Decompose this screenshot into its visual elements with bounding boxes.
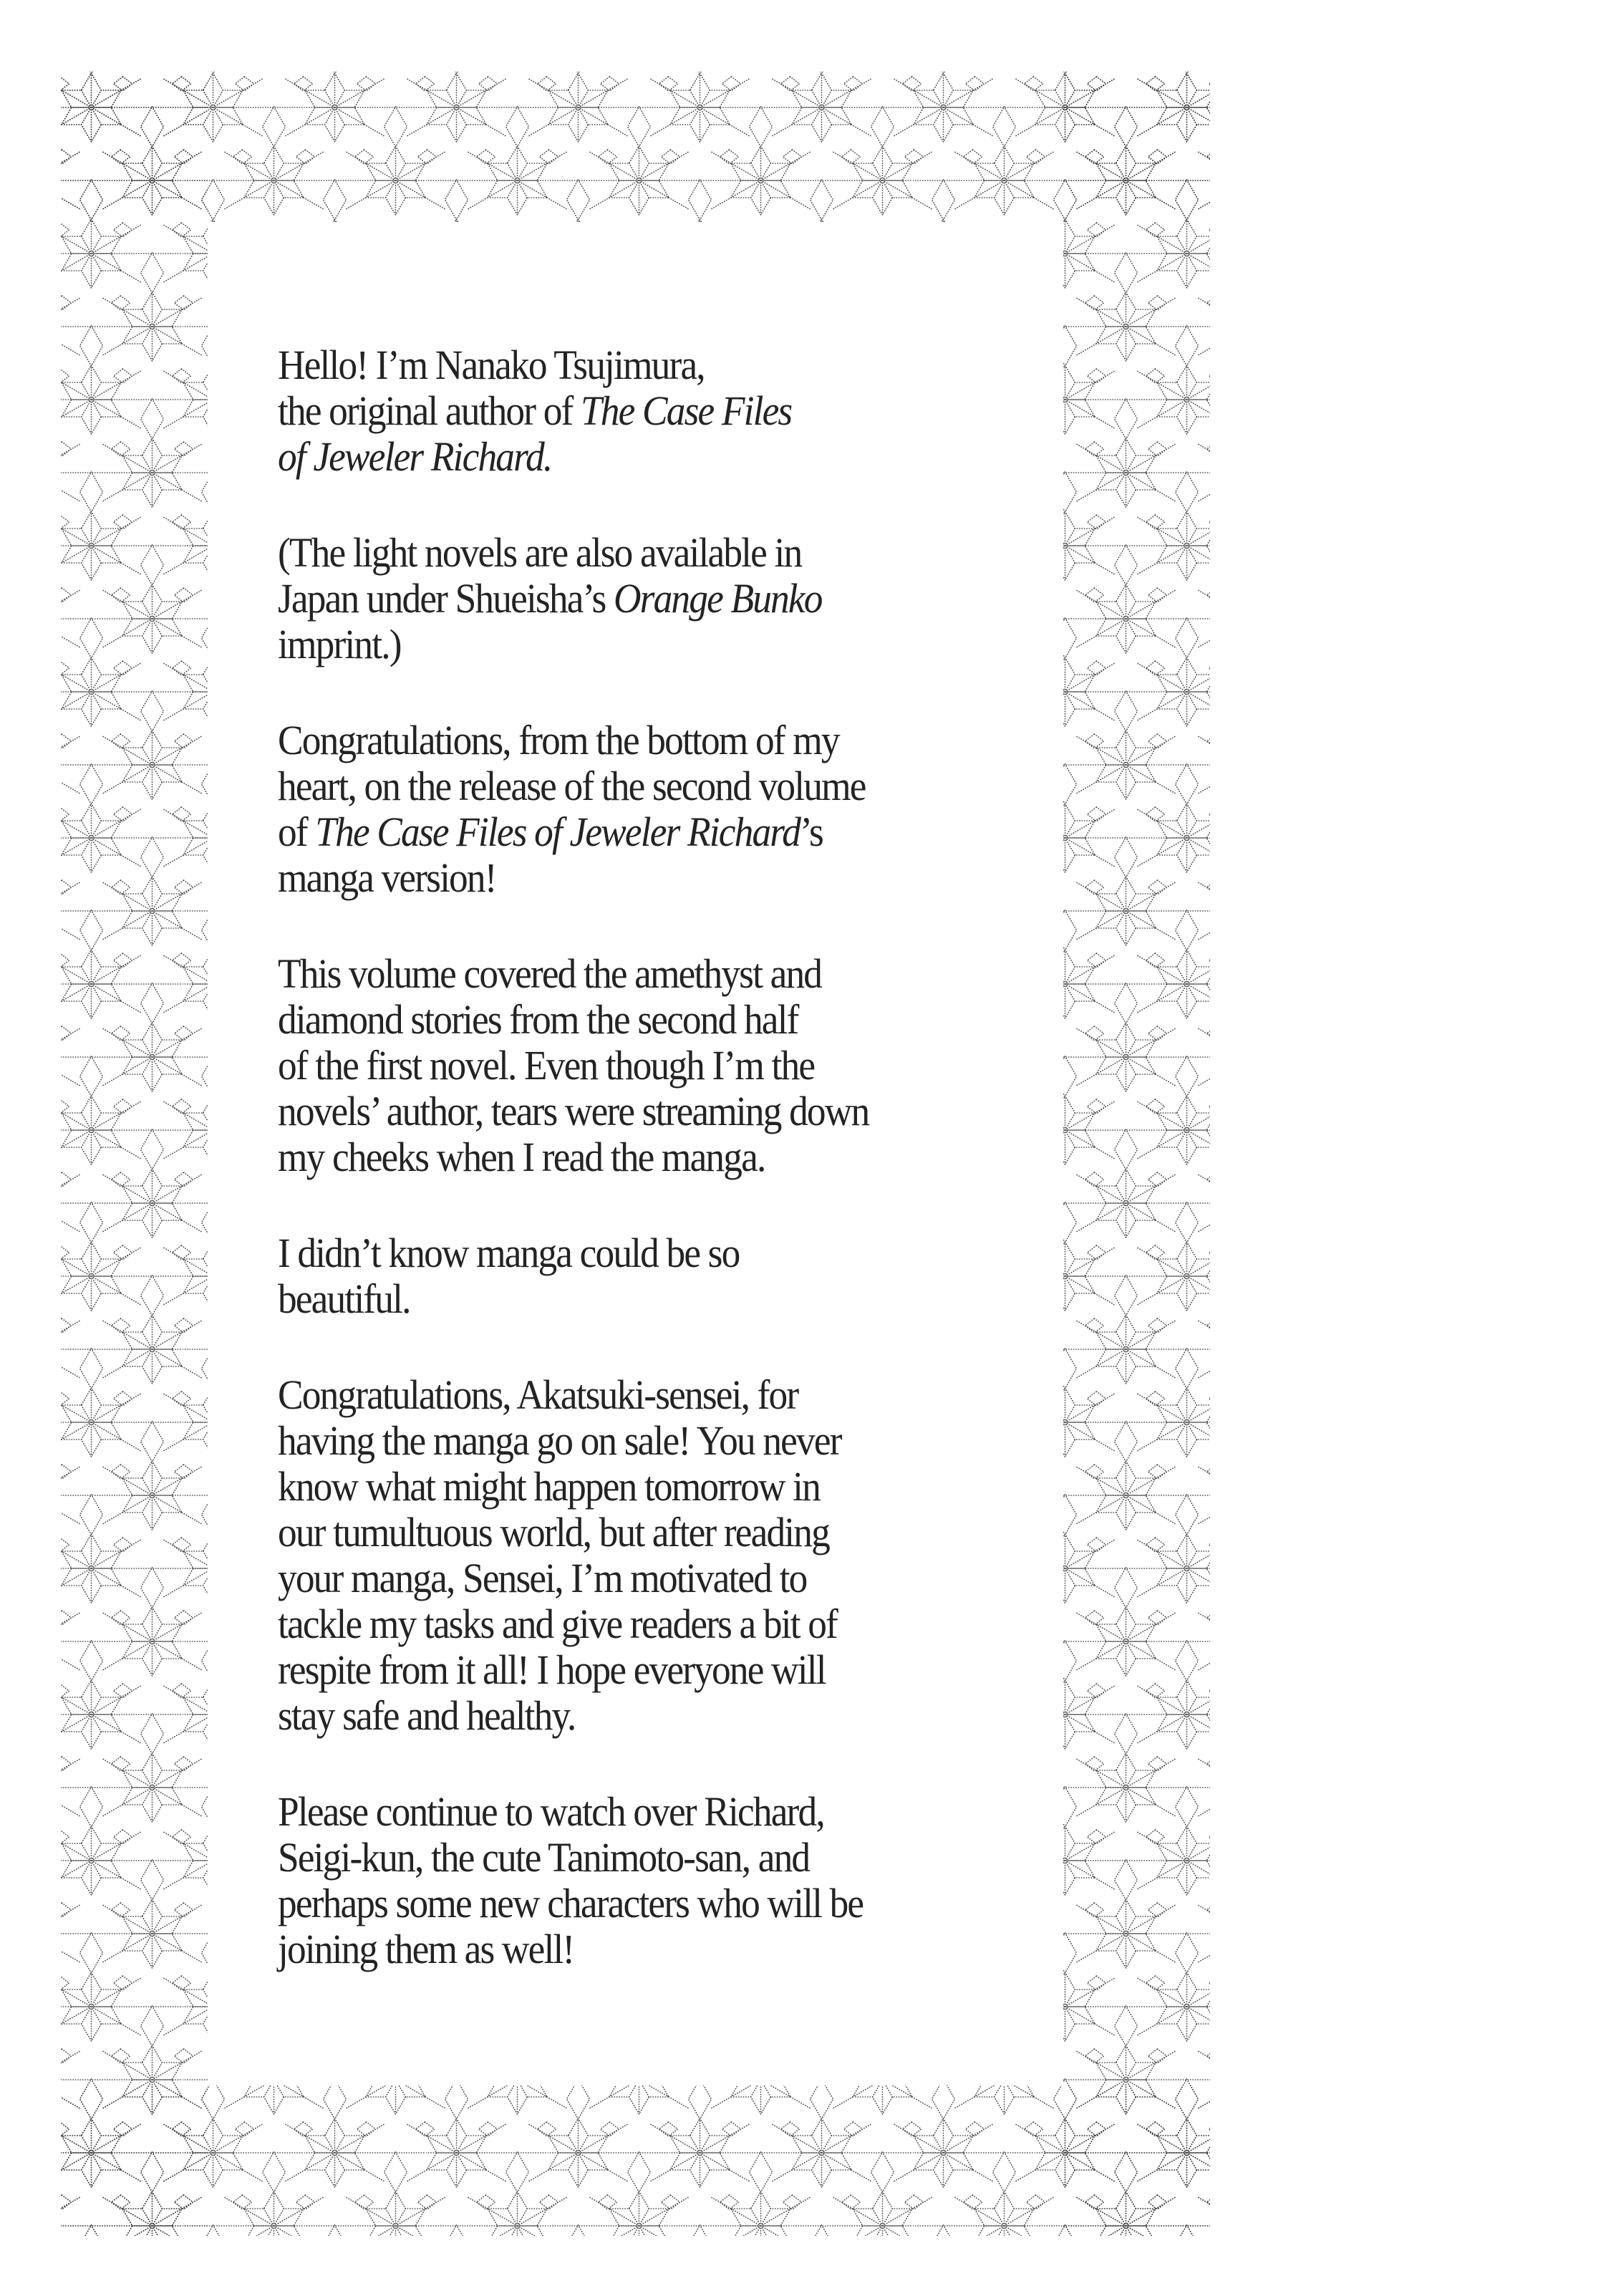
text-run: manga version! bbox=[278, 854, 496, 901]
text-run: novels’ author, tears were streaming down bbox=[278, 1088, 869, 1134]
afterword bbox=[278, 342, 1108, 2022]
text-run: diamond stories from the second half bbox=[278, 996, 798, 1043]
text-run: Japan under Shueisha’s bbox=[278, 575, 614, 622]
text-run: Hello! I’m Nanako Tsujimura, bbox=[278, 342, 705, 388]
text-run: of the first novel. Even though I’m the bbox=[278, 1042, 815, 1089]
paragraph bbox=[278, 1789, 1108, 1972]
paragraph bbox=[278, 951, 1108, 1180]
paragraph bbox=[278, 530, 1108, 667]
border-band-left bbox=[61, 72, 208, 2236]
text-run: imprint.) bbox=[278, 621, 401, 667]
border-band-bottom bbox=[61, 2085, 1210, 2236]
italic-text: Orange Bunko bbox=[613, 575, 822, 622]
text-run: your manga, Sensei, I’m motivated to bbox=[278, 1555, 807, 1601]
text-run: our tumultuous world, but after reading bbox=[278, 1509, 829, 1555]
text-run: know what might happen tomorrow in bbox=[278, 1463, 821, 1510]
text-run: stay safe and healthy. bbox=[278, 1692, 576, 1739]
text-run: beautiful. bbox=[278, 1275, 410, 1322]
text-run: tackle my tasks and give readers a bit of bbox=[278, 1601, 837, 1647]
text-run: This volume covered the amethyst and bbox=[278, 950, 822, 997]
paragraph bbox=[278, 342, 1108, 480]
text-run: Congratulations, from the bottom of my bbox=[278, 717, 839, 763]
text-run: heart, on the release of the second volume bbox=[278, 763, 866, 809]
text-run: Please continue to watch over Richard, bbox=[278, 1788, 824, 1835]
text-run: Seigi-kun, the cute Tanimoto-san, and bbox=[278, 1834, 810, 1881]
text-run: (The light novels are also available in bbox=[278, 529, 802, 576]
text-run: ’s bbox=[800, 809, 823, 855]
paragraph bbox=[278, 718, 1108, 901]
italic-text: The Case Files of Jeweler Richard bbox=[315, 809, 800, 855]
paragraph bbox=[278, 1372, 1108, 1739]
border-band-top bbox=[61, 72, 1210, 222]
paragraph bbox=[278, 1230, 1108, 1322]
text-run: I didn’t know manga could be so bbox=[278, 1230, 740, 1276]
italic-text: of Jeweler Richard. bbox=[278, 433, 552, 480]
italic-text: The Case Files bbox=[580, 387, 792, 434]
text-run: perhaps some new characters who will be bbox=[278, 1880, 863, 1926]
text-run: the original author of bbox=[278, 387, 581, 434]
text-run: my cheeks when I read the manga. bbox=[278, 1134, 765, 1180]
text-run: of bbox=[278, 809, 316, 855]
text-run: Congratulations, Akatsuki-sensei, for bbox=[278, 1371, 798, 1418]
text-run: having the manga go on sale! You never bbox=[278, 1417, 841, 1464]
text-run: respite from it all! I hope everyone will bbox=[278, 1646, 826, 1693]
text-run: joining them as well! bbox=[278, 1926, 574, 1972]
